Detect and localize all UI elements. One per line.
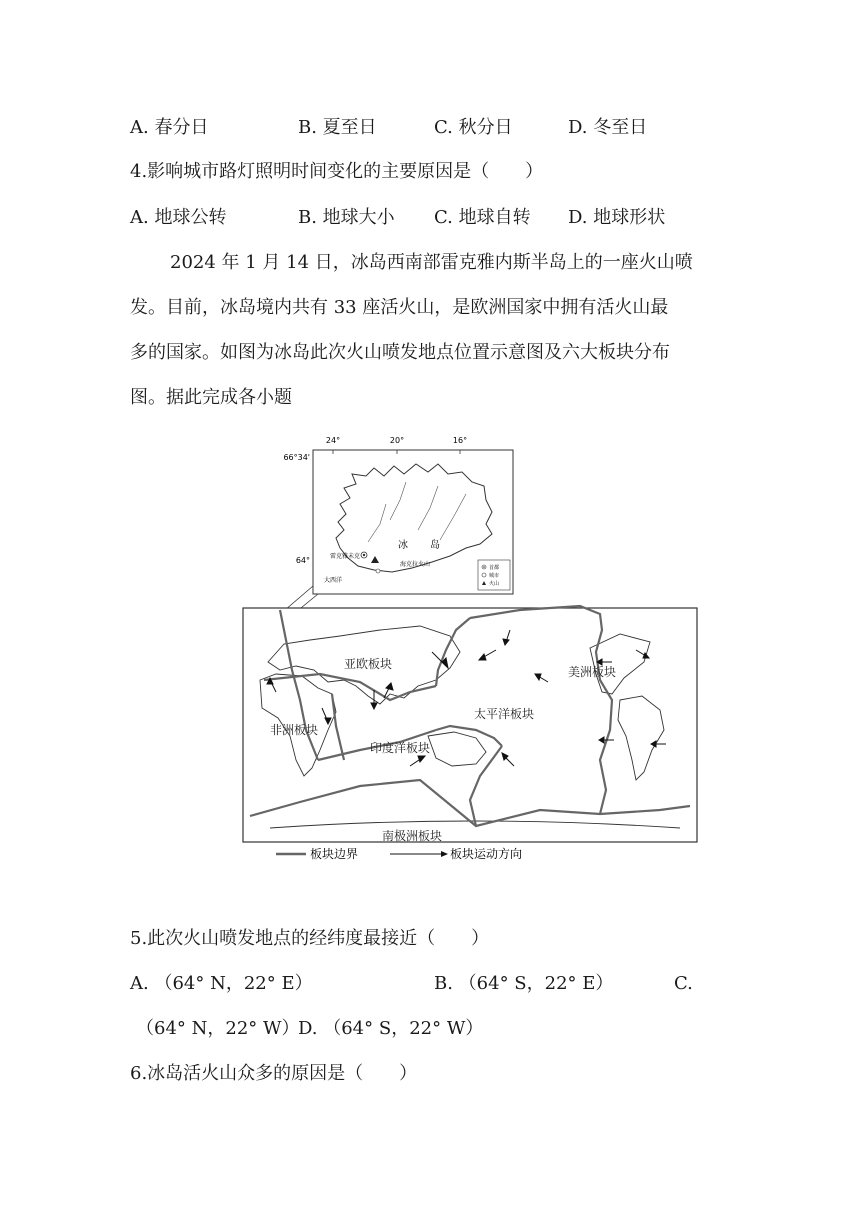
passage-line: 多的国家。如图为冰岛此次火山喷发地点位置示意图及六大板块分布 [130,342,670,363]
option-a[interactable]: A. 地球公转 [130,207,227,228]
plate-label: 亚欧板块 [344,657,393,671]
option-b[interactable]: B. 夏至日 [298,117,377,138]
legend-volcano: 火山 [489,581,500,587]
option-c-label[interactable]: C. [674,973,693,994]
plate-label: 印度洋板块 [370,741,431,755]
option-c-value[interactable]: （64° N，22° W） [136,1018,300,1039]
iceland-inset [283,436,513,594]
passage-line: 图。据此完成各小题 [130,387,292,408]
lat-label: 66°34' [283,453,310,462]
world-plate-map [243,606,697,843]
legend-motion: 板块运动方向 [450,847,523,861]
option-b[interactable]: B. （64° S，22° E） [434,973,614,994]
plate-label: 美洲板块 [568,665,617,679]
passage-line: 2024 年 1 月 14 日，冰岛西南部雷克雅内斯半岛上的一座火山喷 [170,252,693,273]
map-legend [276,846,522,861]
lon-label: 20° [389,436,405,445]
lat-label: 64° [295,556,310,565]
legend-city: 城市 [489,573,500,579]
iceland-label: 冰 [398,540,408,551]
ocean-label: 大西洋 [324,577,343,584]
plate-label: 非洲板块 [270,723,319,737]
city-label: 雷克雅未克 [329,553,360,560]
question-6-stem: 6.冰岛活火山众多的原因是（ ） [130,1063,418,1084]
question-4-stem: 4.影响城市路灯照明时间变化的主要原因是（ ） [130,161,544,182]
lon-label: 16° [452,436,468,445]
option-d[interactable]: D. （64° S，22° W） [298,1018,484,1039]
iceland-label: 岛 [430,540,440,551]
plate-label: 南极洲板块 [382,829,443,843]
option-b[interactable]: B. 地球大小 [298,207,395,228]
plate-label: 太平洋板块 [474,707,535,721]
option-a[interactable]: A. 春分日 [130,117,209,138]
option-a[interactable]: A. （64° N，22° E） [130,973,313,994]
passage-line: 发。目前，冰岛境内共有 33 座活火山，是欧洲国家中拥有活火山最 [130,297,669,318]
legend-capital: 首都 [489,565,500,571]
question-5-stem: 5.此次火山喷发地点的经纬度最接近（ ） [130,928,490,949]
volcano-label: 海克拉火山 [400,561,431,568]
option-c[interactable]: C. 秋分日 [434,117,513,138]
option-c[interactable]: C. 地球自转 [434,207,531,228]
map-figure [240,430,700,870]
lon-label: 24° [325,436,341,445]
option-d[interactable]: D. 冬至日 [568,117,648,138]
legend-boundary: 板块边界 [310,847,359,861]
option-d[interactable]: D. 地球形状 [568,207,666,228]
